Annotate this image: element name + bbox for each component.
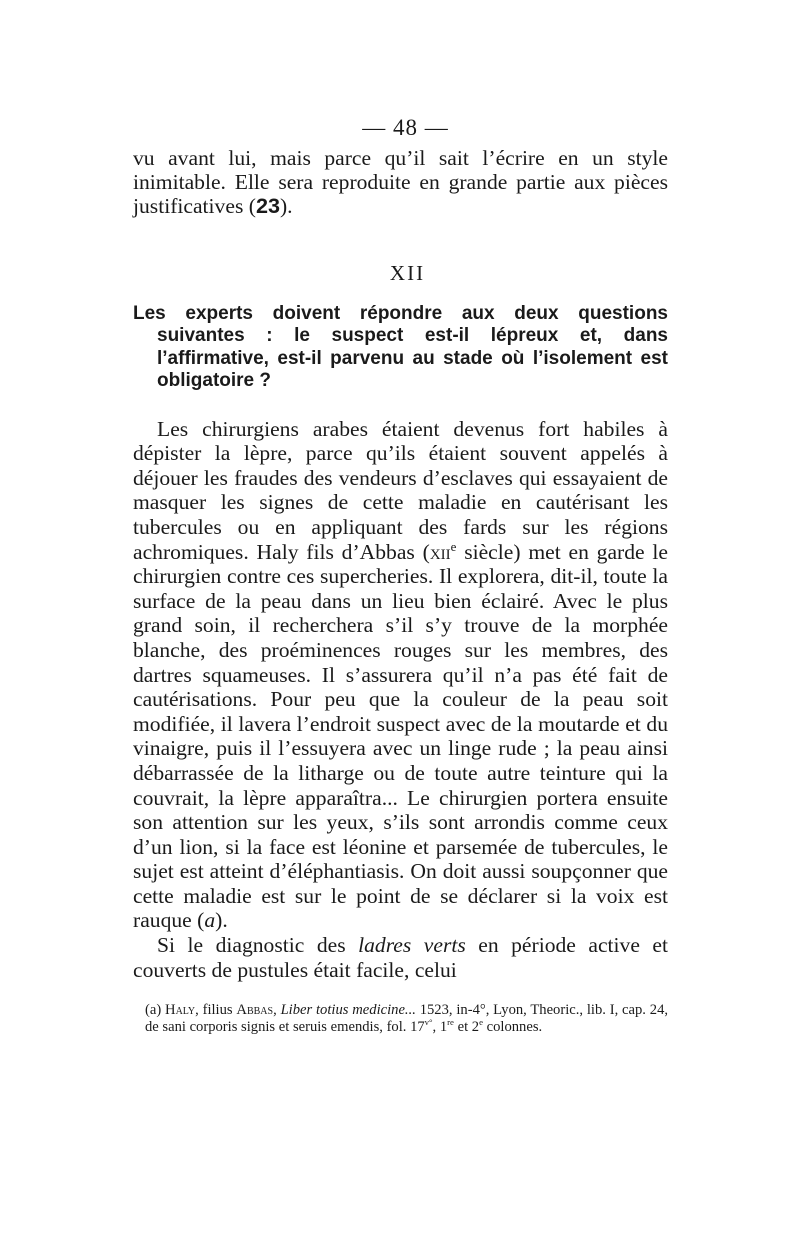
footnote-text-3: 1523, in-4°, Lyon, Theoric., lib. I, cap. 24, de sani corporis signis et seruis emendis, fol. 17: [145, 1002, 669, 1036]
intro-text: vu avant lui, mais parce qu’il sait l’écrire en un style inimitable. Elle sera reproduite en grande partie aux pièces justificatives (: [133, 146, 668, 219]
footnote-folio-superscript: v°: [424, 1017, 433, 1028]
intro-paragraph: [133, 146, 668, 219]
footnote-reference: a: [204, 908, 216, 933]
footnote-text-5: et 2: [453, 1019, 480, 1036]
paragraph-text: Si le diagnostic des: [157, 933, 359, 958]
paragraph-text: Les chirurgiens arabes étaient devenus fort habiles à dépister la lèpre, parce qu’ils étaient souvent appelés à déjouer les fraudes des vendeurs d’esclaves qui essayaient de masquer les signes de cette maladie en cautérisant les tubercules ou en appliquant des fards sur les régions achromiques. Haly fils d’Abbas (: [133, 416, 668, 564]
footnote-col1-superscript: re: [447, 1017, 454, 1028]
paragraph-text-end: en période active et couverts de pustules était facile, celui: [133, 933, 668, 982]
section-title: Les experts doivent répondre aux deux questions suivantes : le suspect est-il lépreux et, dans l’affirmative, est-il parvenu au stade où l’isolement est obligatoire ?: [133, 302, 668, 392]
footnote-marker: (a): [145, 1002, 162, 1019]
paragraph-text-end: ).: [215, 908, 228, 933]
section-number: XII: [389, 260, 426, 285]
paragraph-text-continued: siècle) met en garde le chirurgien contre ces supercheries. Il explorera, dit-il, toute la surface de la peau dans un lieu bien éclairé. Avec le plus grand soin, il recherchera s’il s’y trouve de la morphée blanche, des proéminences rouges sur les membres, des dartres squameuses. Il s’assurera qu’il n’a pas été fait de cautérisations. Pour peu que la couleur de la peau soit modifiée, il lavera l’endroit suspect avec de la moutarde et du vinaigre, puis il l’essuyera avec un linge rude ; la peau ainsi débarrassée de la litharge ou de toute autre teinture qui la couvrait, la lèpre apparaîtra... Le chirurgien portera ensuite son attention sur les yeux, s’ils sont arrondis comme ceux d’un lion, si la face est léonine et parsemée de tubercules, le sujet est atteint d’éléphantiasis. On doit aussi soupçonner que cette maladie est sur le point de se déclarer si la voix est rauque (: [133, 539, 669, 933]
intro-text-end: ).: [279, 194, 293, 219]
century-superscript: e: [450, 538, 457, 554]
footnote-col2-superscript: e: [479, 1017, 483, 1028]
footnote-author: Haly: [165, 1002, 196, 1019]
document-reference: 23: [255, 193, 280, 219]
book-page: [133, 110, 668, 1036]
footnote-author-2: Abbas: [236, 1002, 274, 1019]
paragraph-diagnosis: [133, 417, 668, 933]
century-numeral: xii: [429, 539, 451, 564]
footnote-book-title: Liber totius medicine...: [280, 1002, 416, 1019]
italic-term: ladres verts: [358, 933, 466, 958]
footnote-text: , filius: [195, 1002, 237, 1019]
page-number: — 48 —: [362, 115, 449, 140]
footnote-text-4: , 1: [432, 1019, 448, 1036]
footnote-text-2: ,: [273, 1002, 281, 1019]
paragraph-ladres: [133, 933, 668, 982]
footnote-text-6: colonnes.: [482, 1019, 543, 1036]
footnote: [133, 1002, 668, 1036]
